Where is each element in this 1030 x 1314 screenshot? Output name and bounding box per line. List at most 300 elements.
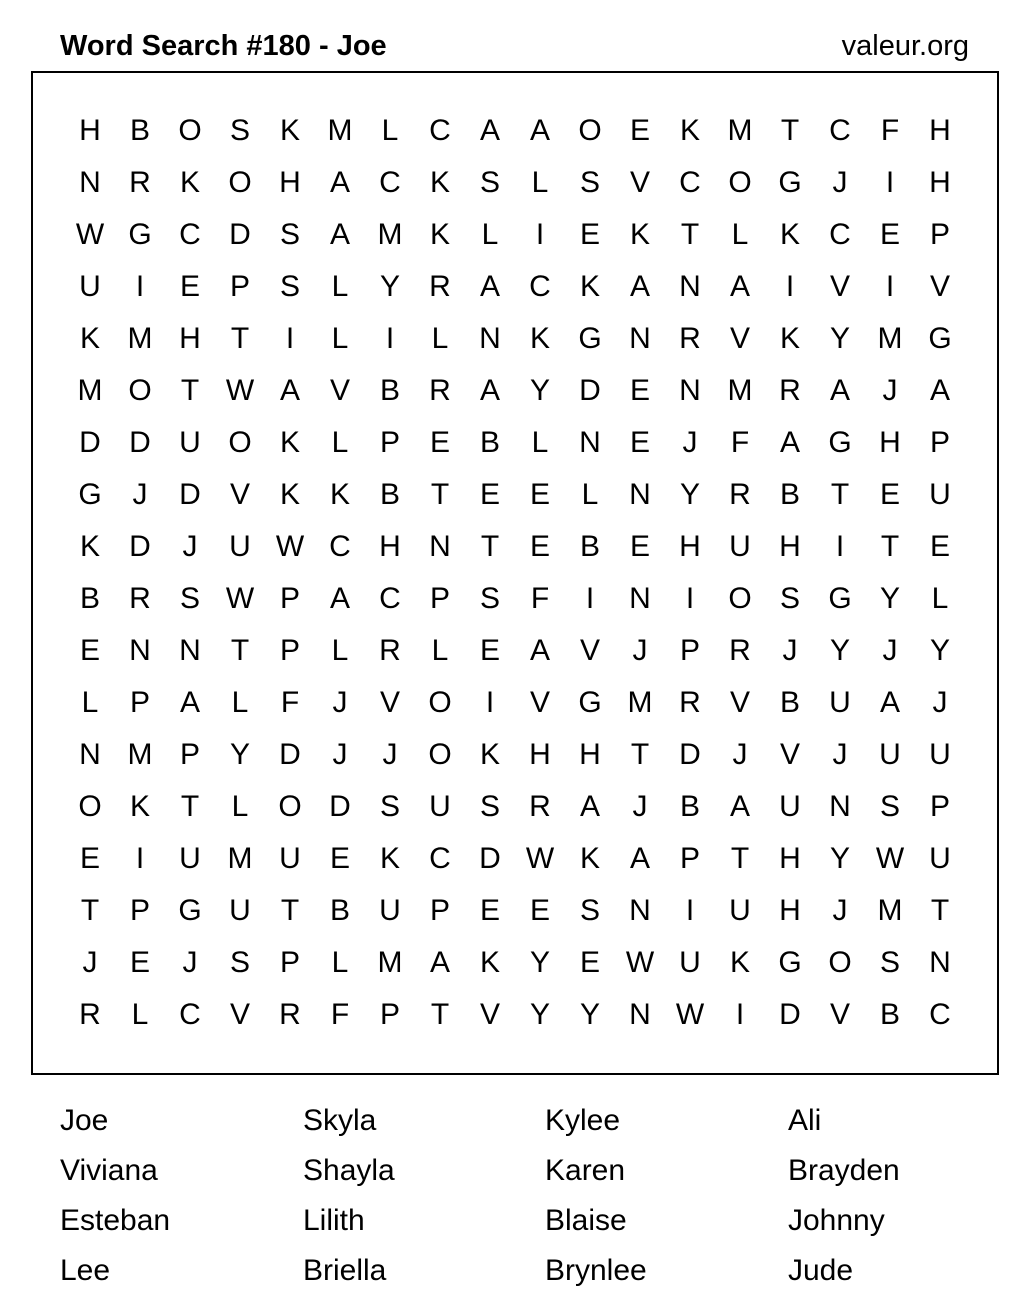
- grid-letter: B: [379, 374, 400, 407]
- grid-letter: K: [429, 166, 450, 199]
- grid-letter: E: [879, 478, 900, 511]
- grid-letter: K: [429, 218, 450, 251]
- grid-letter: J: [832, 894, 848, 927]
- grid-letter: G: [578, 322, 602, 355]
- grid-letter: T: [630, 738, 650, 771]
- grid-letter: H: [529, 738, 551, 771]
- grid-letter: M: [127, 322, 153, 355]
- grid-letter: P: [129, 686, 150, 719]
- grid-letter: J: [182, 946, 198, 979]
- grid-letter: M: [727, 114, 753, 147]
- grid-letter: J: [882, 374, 898, 407]
- grid-letter: J: [132, 478, 148, 511]
- grid-letter: J: [782, 634, 798, 667]
- grid-letter: E: [529, 894, 550, 927]
- grid-letter: Y: [679, 478, 700, 511]
- grid-letter: L: [731, 218, 749, 251]
- grid-letter: L: [131, 998, 149, 1031]
- grid-letter: D: [329, 790, 351, 823]
- grid-letter: K: [129, 790, 150, 823]
- grid-letter: S: [479, 790, 500, 823]
- grid-letter: M: [877, 894, 903, 927]
- grid-letter: J: [932, 686, 948, 719]
- grid-letter: I: [285, 322, 295, 355]
- grid-letter: T: [830, 478, 850, 511]
- grid-letter: U: [79, 270, 101, 303]
- grid-letter: D: [229, 218, 251, 251]
- grid-letter: A: [329, 218, 350, 251]
- grid-letter: Y: [229, 738, 250, 771]
- grid-letter: U: [679, 946, 701, 979]
- grid-letter: N: [629, 894, 651, 927]
- grid-letter: A: [779, 426, 800, 459]
- grid-letter: K: [629, 218, 650, 251]
- grid-letter: N: [629, 582, 651, 615]
- grid-letter: A: [829, 374, 850, 407]
- grid-letter: A: [479, 374, 500, 407]
- grid-letter: S: [579, 894, 600, 927]
- grid-letter: U: [179, 842, 201, 875]
- grid-letter: B: [779, 686, 800, 719]
- grid-letter: S: [229, 946, 250, 979]
- grid-letter: C: [829, 218, 851, 251]
- grid-letter: F: [530, 582, 550, 615]
- grid-letter: A: [429, 946, 450, 979]
- grid-letter: L: [481, 218, 499, 251]
- grid-letter: P: [679, 634, 700, 667]
- grid-letter: T: [430, 478, 450, 511]
- grid-letter: Y: [379, 270, 400, 303]
- word-list-item: Kylee: [545, 1104, 621, 1137]
- grid-letter: P: [929, 218, 950, 251]
- grid-letter: V: [379, 686, 400, 719]
- grid-letter: V: [779, 738, 800, 771]
- grid-letter: O: [278, 790, 302, 823]
- grid-letter: R: [79, 998, 101, 1031]
- grid-letter: N: [629, 478, 651, 511]
- grid-letter: A: [729, 270, 750, 303]
- grid-letter: Y: [829, 842, 850, 875]
- grid-letter: N: [179, 634, 201, 667]
- grid-letter: M: [877, 322, 903, 355]
- grid-letter: O: [428, 738, 452, 771]
- grid-letter: C: [329, 530, 351, 563]
- grid-letter: R: [429, 270, 451, 303]
- grid-letter: C: [379, 166, 401, 199]
- grid-letter: H: [779, 530, 801, 563]
- grid-letter: N: [129, 634, 151, 667]
- grid-letter: S: [229, 114, 250, 147]
- grid-letter: V: [329, 374, 350, 407]
- grid-letter: R: [429, 374, 451, 407]
- grid-letter: N: [679, 374, 701, 407]
- grid-letter: G: [128, 218, 152, 251]
- grid-letter: J: [382, 738, 398, 771]
- grid-letter: D: [179, 478, 201, 511]
- grid-letter: W: [275, 530, 305, 563]
- grid-letter: O: [428, 686, 452, 719]
- grid-letter: W: [225, 582, 255, 615]
- grid-letter: O: [78, 790, 102, 823]
- grid-letter: A: [179, 686, 200, 719]
- grid-letter: J: [832, 166, 848, 199]
- grid-letter: Y: [529, 998, 550, 1031]
- grid-letter: V: [529, 686, 550, 719]
- grid-letter: B: [79, 582, 100, 615]
- grid-letter: L: [81, 686, 99, 719]
- grid-letter: B: [129, 114, 150, 147]
- grid-letter: B: [329, 894, 350, 927]
- grid-letter: T: [880, 530, 900, 563]
- grid-letter: P: [129, 894, 150, 927]
- grid-letter: R: [279, 998, 301, 1031]
- grid-letter: F: [730, 426, 750, 459]
- grid-letter: H: [929, 114, 951, 147]
- grid-letter: M: [227, 842, 253, 875]
- grid-letter: Y: [529, 374, 550, 407]
- grid-letter: K: [79, 322, 100, 355]
- grid-letter: S: [279, 218, 300, 251]
- grid-letter: L: [531, 426, 549, 459]
- grid-letter: I: [735, 998, 745, 1031]
- grid-letter: Y: [929, 634, 950, 667]
- grid-letter: R: [729, 634, 751, 667]
- grid-letter: M: [727, 374, 753, 407]
- grid-letter: K: [779, 322, 800, 355]
- grid-letter: E: [629, 426, 650, 459]
- grid-letter: I: [485, 686, 495, 719]
- grid-letter: H: [779, 894, 801, 927]
- grid-letter: U: [429, 790, 451, 823]
- grid-letter: E: [879, 218, 900, 251]
- letter-grid-frame: [31, 71, 999, 1075]
- grid-letter: P: [679, 842, 700, 875]
- grid-letter: E: [129, 946, 150, 979]
- grid-letter: T: [480, 530, 500, 563]
- grid-letter: G: [828, 582, 852, 615]
- word-list-item: Brynlee: [545, 1254, 647, 1287]
- grid-letter: A: [329, 582, 350, 615]
- grid-letter: V: [729, 322, 750, 355]
- word-list-item: Esteban: [60, 1204, 171, 1237]
- grid-letter: K: [279, 478, 300, 511]
- grid-letter: N: [579, 426, 601, 459]
- grid-letter: S: [879, 790, 900, 823]
- grid-letter: K: [279, 114, 300, 147]
- grid-letter: K: [479, 946, 500, 979]
- grid-letter: P: [379, 998, 400, 1031]
- grid-letter: E: [79, 634, 100, 667]
- grid-letter: P: [279, 946, 300, 979]
- grid-letter: Y: [829, 634, 850, 667]
- grid-letter: J: [332, 686, 348, 719]
- grid-letter: H: [179, 322, 201, 355]
- grid-letter: S: [379, 790, 400, 823]
- grid-letter: U: [729, 530, 751, 563]
- grid-letter: U: [729, 894, 751, 927]
- grid-letter: T: [930, 894, 950, 927]
- grid-letter: B: [379, 478, 400, 511]
- grid-letter: M: [127, 738, 153, 771]
- grid-letter: G: [928, 322, 952, 355]
- grid-letter: B: [579, 530, 600, 563]
- grid-letter: S: [179, 582, 200, 615]
- grid-letter: N: [79, 166, 101, 199]
- grid-letter: T: [730, 842, 750, 875]
- grid-letter: U: [229, 530, 251, 563]
- grid-letter: F: [880, 114, 900, 147]
- grid-letter: G: [778, 166, 802, 199]
- grid-letter: J: [632, 790, 648, 823]
- grid-letter: R: [379, 634, 401, 667]
- grid-letter: G: [578, 686, 602, 719]
- grid-letter: L: [331, 426, 349, 459]
- grid-letter: M: [327, 114, 353, 147]
- grid-letter: U: [929, 478, 951, 511]
- grid-letter: P: [429, 582, 450, 615]
- grid-letter: U: [379, 894, 401, 927]
- grid-letter: L: [231, 686, 249, 719]
- grid-letter: N: [829, 790, 851, 823]
- grid-letter: A: [879, 686, 900, 719]
- grid-letter: Y: [529, 946, 550, 979]
- grid-letter: V: [479, 998, 500, 1031]
- grid-letter: H: [279, 166, 301, 199]
- grid-letter: A: [279, 374, 300, 407]
- grid-letter: E: [579, 946, 600, 979]
- grid-letter: I: [885, 270, 895, 303]
- grid-letter: Y: [879, 582, 900, 615]
- grid-letter: C: [379, 582, 401, 615]
- word-list-item: Lilith: [303, 1204, 365, 1237]
- grid-letter: R: [129, 166, 151, 199]
- grid-letter: B: [879, 998, 900, 1031]
- grid-letter: Y: [829, 322, 850, 355]
- grid-letter: L: [381, 114, 399, 147]
- grid-letter: S: [779, 582, 800, 615]
- grid-letter: M: [377, 946, 403, 979]
- grid-letter: S: [579, 166, 600, 199]
- grid-letter: D: [129, 426, 151, 459]
- grid-letter: A: [479, 270, 500, 303]
- grid-letter: O: [728, 166, 752, 199]
- grid-letter: E: [329, 842, 350, 875]
- word-list-item: Briella: [303, 1254, 387, 1287]
- grid-letter: P: [279, 582, 300, 615]
- grid-letter: C: [529, 270, 551, 303]
- grid-letter: C: [429, 842, 451, 875]
- grid-letter: A: [929, 374, 950, 407]
- grid-letter: E: [479, 634, 500, 667]
- grid-letter: P: [429, 894, 450, 927]
- grid-letter: R: [129, 582, 151, 615]
- grid-letter: K: [579, 842, 600, 875]
- grid-letter: P: [379, 426, 400, 459]
- grid-letter: D: [129, 530, 151, 563]
- grid-letter: S: [479, 582, 500, 615]
- grid-letter: U: [929, 842, 951, 875]
- grid-letter: V: [629, 166, 650, 199]
- grid-letter: J: [332, 738, 348, 771]
- grid-letter: A: [629, 842, 650, 875]
- grid-letter: R: [779, 374, 801, 407]
- grid-letter: N: [629, 322, 651, 355]
- word-list-item: Skyla: [303, 1104, 377, 1137]
- grid-letter: T: [180, 790, 200, 823]
- grid-letter: J: [82, 946, 98, 979]
- grid-letter: I: [785, 270, 795, 303]
- grid-letter: R: [729, 478, 751, 511]
- grid-letter: N: [429, 530, 451, 563]
- grid-letter: P: [929, 790, 950, 823]
- grid-letter: Y: [579, 998, 600, 1031]
- grid-letter: P: [279, 634, 300, 667]
- grid-letter: B: [779, 478, 800, 511]
- grid-letter: L: [331, 946, 349, 979]
- grid-letter: L: [431, 322, 449, 355]
- grid-letter: N: [929, 946, 951, 979]
- word-list-item: Brayden: [788, 1154, 900, 1187]
- grid-letter: D: [479, 842, 501, 875]
- grid-letter: N: [629, 998, 651, 1031]
- grid-letter: K: [279, 426, 300, 459]
- grid-letter: C: [829, 114, 851, 147]
- grid-letter: K: [479, 738, 500, 771]
- grid-letter: E: [479, 478, 500, 511]
- grid-letter: D: [779, 998, 801, 1031]
- grid-letter: P: [179, 738, 200, 771]
- word-list-item: Lee: [60, 1254, 111, 1287]
- grid-letter: M: [77, 374, 103, 407]
- site-name: valeur.org: [841, 30, 969, 62]
- grid-letter: I: [685, 582, 695, 615]
- letter-grid: [33, 73, 997, 1073]
- grid-letter: W: [625, 946, 655, 979]
- grid-letter: O: [828, 946, 852, 979]
- grid-letter: E: [629, 530, 650, 563]
- grid-letter: G: [778, 946, 802, 979]
- grid-letter: M: [627, 686, 653, 719]
- grid-letter: E: [179, 270, 200, 303]
- grid-letter: K: [579, 270, 600, 303]
- grid-letter: A: [729, 790, 750, 823]
- grid-letter: D: [679, 738, 701, 771]
- grid-letter: V: [829, 270, 850, 303]
- grid-letter: L: [931, 582, 949, 615]
- grid-letter: B: [479, 426, 500, 459]
- grid-letter: J: [632, 634, 648, 667]
- grid-letter: L: [581, 478, 599, 511]
- word-list-item: Viviana: [60, 1154, 158, 1187]
- grid-letter: O: [228, 166, 252, 199]
- grid-letter: J: [182, 530, 198, 563]
- grid-letter: V: [829, 998, 850, 1031]
- grid-letter: U: [779, 790, 801, 823]
- grid-letter: A: [529, 634, 550, 667]
- grid-letter: A: [629, 270, 650, 303]
- grid-letter: G: [78, 478, 102, 511]
- grid-letter: I: [585, 582, 595, 615]
- grid-letter: R: [679, 686, 701, 719]
- word-list-item: Ali: [788, 1104, 822, 1137]
- grid-letter: J: [682, 426, 698, 459]
- grid-letter: K: [79, 530, 100, 563]
- grid-letter: O: [228, 426, 252, 459]
- grid-letter: C: [929, 998, 951, 1031]
- grid-letter: A: [329, 166, 350, 199]
- grid-letter: U: [829, 686, 851, 719]
- grid-letter: V: [229, 998, 250, 1031]
- grid-letter: T: [230, 322, 250, 355]
- grid-letter: V: [579, 634, 600, 667]
- grid-letter: W: [875, 842, 905, 875]
- grid-letter: V: [929, 270, 950, 303]
- grid-letter: O: [728, 582, 752, 615]
- grid-letter: L: [331, 634, 349, 667]
- grid-letter: I: [835, 530, 845, 563]
- grid-letter: P: [929, 426, 950, 459]
- grid-letter: J: [732, 738, 748, 771]
- grid-letter: T: [680, 218, 700, 251]
- grid-letter: I: [135, 842, 145, 875]
- grid-letter: B: [679, 790, 700, 823]
- grid-letter: C: [679, 166, 701, 199]
- grid-letter: A: [479, 114, 500, 147]
- grid-letter: K: [179, 166, 200, 199]
- grid-letter: E: [929, 530, 950, 563]
- grid-letter: I: [685, 894, 695, 927]
- grid-letter: N: [79, 738, 101, 771]
- word-list-item: Johnny: [788, 1204, 885, 1237]
- grid-letter: L: [531, 166, 549, 199]
- word-list-item: Blaise: [545, 1204, 627, 1237]
- grid-letter: H: [79, 114, 101, 147]
- grid-letter: W: [225, 374, 255, 407]
- grid-letter: R: [679, 322, 701, 355]
- grid-letter: T: [230, 634, 250, 667]
- puzzle-title: Word Search #180 - Joe: [60, 30, 387, 62]
- grid-letter: T: [180, 374, 200, 407]
- word-list-item: Shayla: [303, 1154, 395, 1187]
- grid-letter: E: [429, 426, 450, 459]
- grid-letter: G: [178, 894, 202, 927]
- grid-letter: L: [331, 322, 349, 355]
- grid-letter: T: [430, 998, 450, 1031]
- grid-letter: J: [882, 634, 898, 667]
- grid-letter: W: [525, 842, 555, 875]
- grid-letter: U: [279, 842, 301, 875]
- grid-letter: L: [331, 270, 349, 303]
- grid-letter: C: [429, 114, 451, 147]
- word-list-item: Karen: [545, 1154, 626, 1187]
- grid-letter: F: [330, 998, 350, 1031]
- grid-letter: D: [79, 426, 101, 459]
- grid-letter: T: [780, 114, 800, 147]
- grid-letter: U: [929, 738, 951, 771]
- grid-letter: W: [675, 998, 705, 1031]
- grid-letter: K: [679, 114, 700, 147]
- grid-letter: U: [179, 426, 201, 459]
- grid-letter: A: [529, 114, 550, 147]
- grid-letter: J: [832, 738, 848, 771]
- grid-letter: I: [885, 166, 895, 199]
- grid-letter: R: [529, 790, 551, 823]
- grid-letter: M: [377, 218, 403, 251]
- grid-letter: P: [229, 270, 250, 303]
- grid-letter: K: [529, 322, 550, 355]
- grid-letter: T: [280, 894, 300, 927]
- grid-letter: N: [679, 270, 701, 303]
